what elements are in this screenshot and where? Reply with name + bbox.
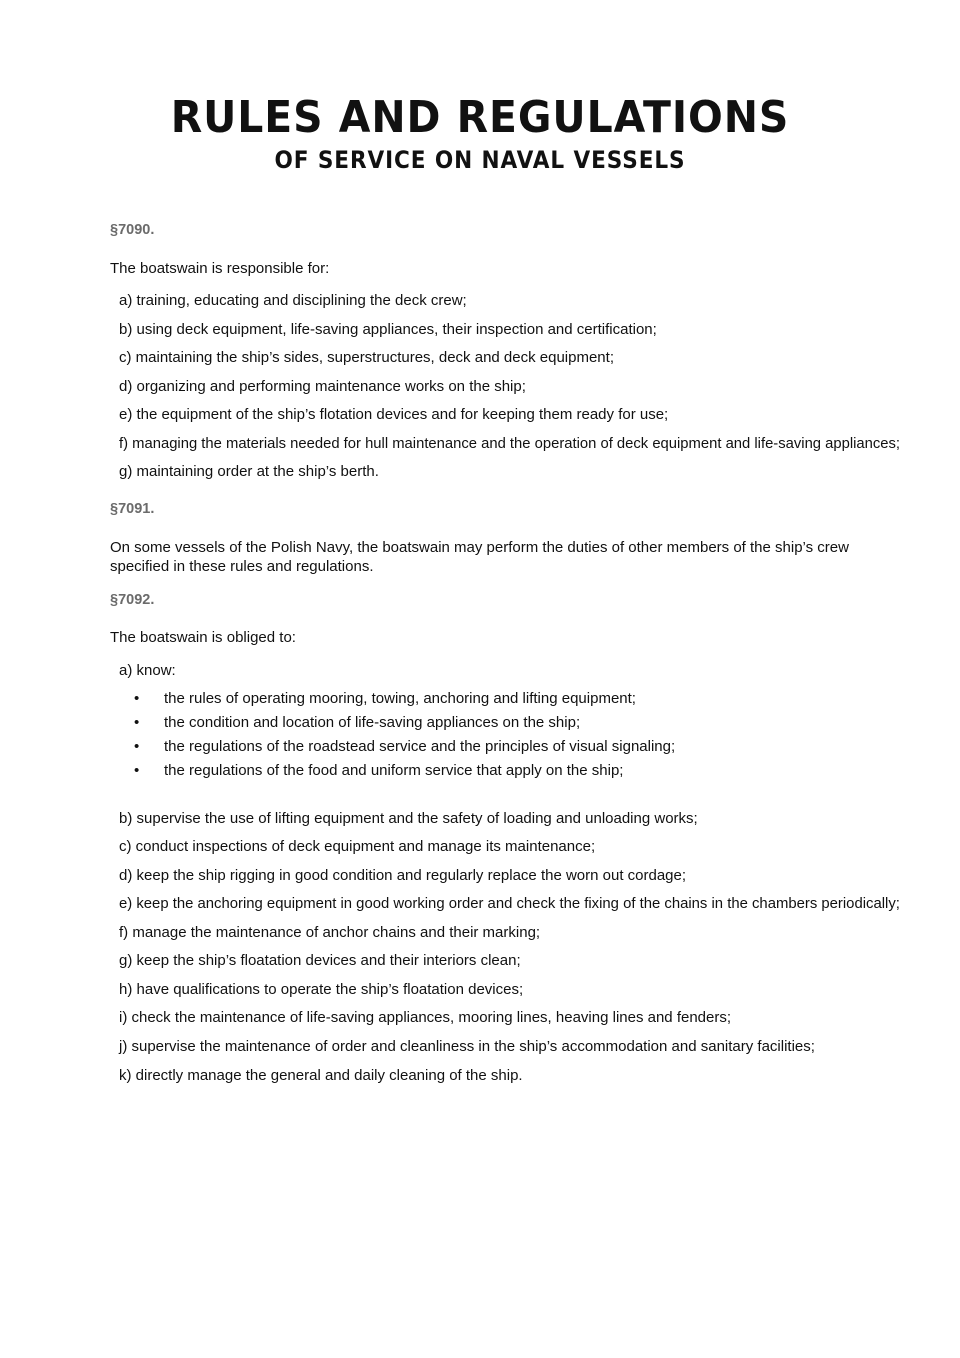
bullet-text: the condition and location of life-saving appliances on the ship; xyxy=(164,714,581,731)
list-item: f) manage the maintenance of anchor chains and their marking; xyxy=(119,924,541,941)
know-label: a) know: xyxy=(119,662,176,679)
list-item: g) keep the ship’s floatation devices and their interiors clean; xyxy=(119,952,521,969)
list-item: k) directly manage the general and daily cleaning of the ship. xyxy=(119,1067,523,1084)
section-number-7090: §7090. xyxy=(110,222,155,238)
bullet-text: the regulations of the roadstead service and the principles of visual signaling; xyxy=(164,738,676,755)
bullet-icon: • xyxy=(134,714,140,731)
section-7092-intro: The boatswain is obliged to: xyxy=(110,629,296,646)
section-7091-text: On some vessels of the Polish Navy, the boatswain may perform the duties of other members of the ship’s crew specified in these rules and regulations. xyxy=(110,539,849,575)
bullet-text: the rules of operating mooring, towing, anchoring and lifting equipment; xyxy=(164,690,636,707)
bullet-text: the regulations of the food and uniform service that apply on the ship; xyxy=(164,762,624,779)
section-number-7091: §7091. xyxy=(110,501,155,517)
section-7090-intro: The boatswain is responsible for: xyxy=(110,260,330,277)
list-item: c) conduct inspections of deck equipment and manage its maintenance; xyxy=(119,838,596,855)
list-item: f) managing the materials needed for hull maintenance and the operation of deck equipment and life-saving appliances; xyxy=(119,435,901,452)
list-item: b) using deck equipment, life-saving appliances, their inspection and certification; xyxy=(119,321,657,338)
list-item: d) organizing and performing maintenance works on the ship; xyxy=(119,378,526,395)
bullet-icon: • xyxy=(134,762,140,779)
list-item: j) supervise the maintenance of order and cleanliness in the ship’s accommodation and sanitary facilities; xyxy=(119,1038,815,1055)
list-item: i) check the maintenance of life-saving appliances, mooring lines, heaving lines and fenders; xyxy=(119,1009,732,1026)
list-item: e) keep the anchoring equipment in good working order and check the fixing of the chains in the chambers periodically; xyxy=(119,895,900,912)
bullet-icon: • xyxy=(134,738,140,755)
list-item: c) maintaining the ship’s sides, superstructures, deck and deck equipment; xyxy=(119,349,614,366)
document-subtitle: OF SERVICE ON NAVAL VESSELS xyxy=(274,146,686,174)
list-item: a) training, educating and disciplining the deck crew; xyxy=(119,292,467,309)
list-item: b) supervise the use of lifting equipment and the safety of loading and unloading works; xyxy=(119,810,698,827)
list-item: h) have qualifications to operate the ship’s floatation devices; xyxy=(119,981,524,998)
list-item: g) maintaining order at the ship’s berth. xyxy=(119,463,379,480)
list-item: d) keep the ship rigging in good condition and regularly replace the worn out cordage; xyxy=(119,867,687,884)
section-number-7092: §7092. xyxy=(110,592,155,608)
bullet-icon: • xyxy=(134,690,140,707)
document-title: RULES AND REGULATIONS xyxy=(170,92,790,143)
list-item: e) the equipment of the ship’s flotation devices and for keeping them ready for use; xyxy=(119,406,669,423)
